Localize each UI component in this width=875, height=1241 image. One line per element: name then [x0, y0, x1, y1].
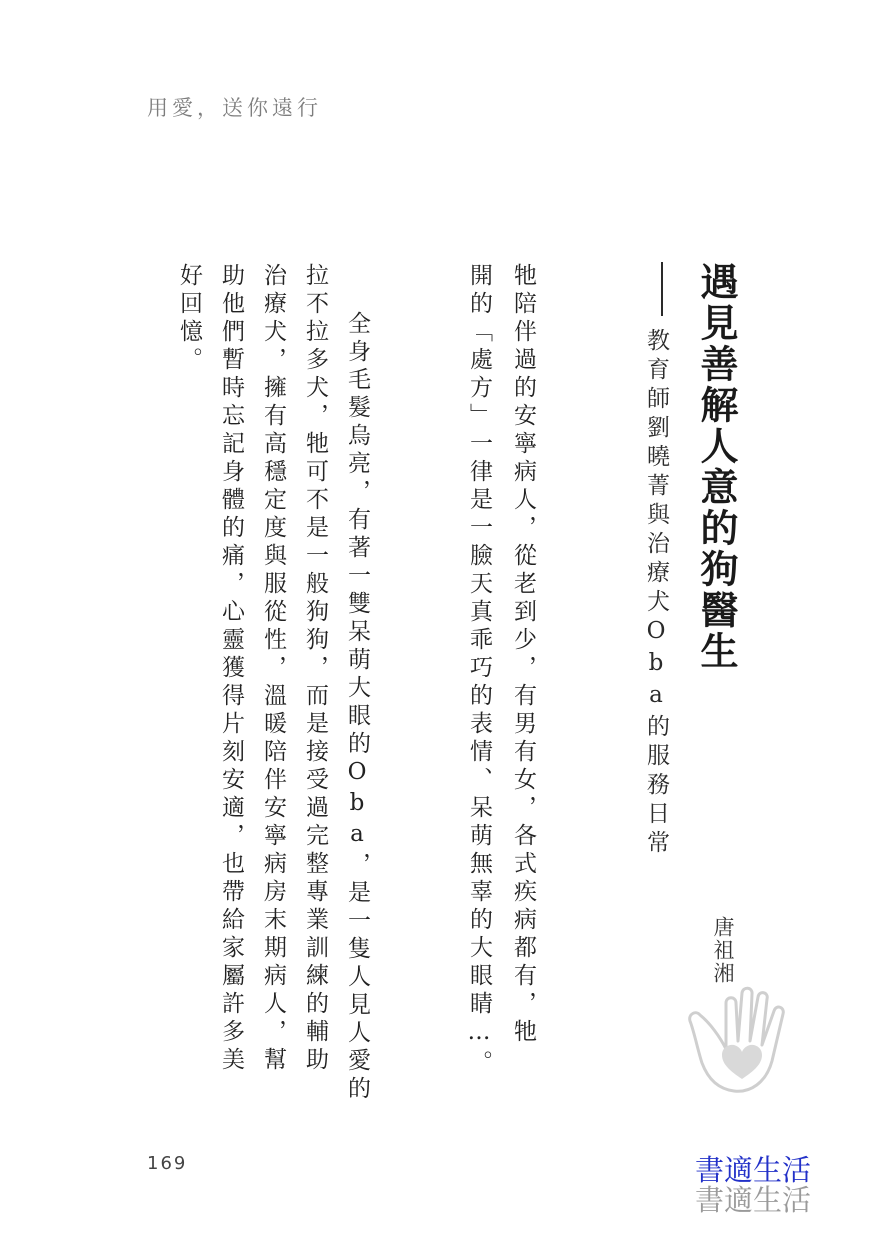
article-title: 遇見善解人意的狗醫生: [694, 262, 739, 672]
intro-paragraph: [466, 263, 545, 1078]
body-paragraph: [168, 263, 378, 1104]
subtitle-text: 教育師劉曉菁與治療犬Oba的服務日常: [643, 328, 669, 859]
body-line: 助他們暫時忘記身體的痛，心靈獲得片刻安適，也帶給家屬許多美: [218, 263, 244, 1075]
body-line: 全身毛髮烏亮，有著一雙呆萌大眼的Oba，是一隻人見人愛的: [344, 311, 370, 1104]
article-subtitle: [643, 262, 673, 859]
intro-line: 開的「處方」一律是一臉天真乖巧的表情、呆萌無辜的大眼睛…。: [466, 263, 492, 1078]
brand-logo-text: 書適生活: [695, 1153, 812, 1187]
page-number: 169: [147, 1153, 188, 1174]
subtitle-dash: [661, 262, 663, 316]
author-name: 唐祖湘: [711, 916, 735, 985]
body-line: 好回憶。: [176, 263, 202, 375]
hand-heart-icon: [686, 975, 798, 1100]
body-line: 治療犬，擁有高穩定度與服從性，溫暖陪伴安寧病房末期病人，幫: [260, 263, 286, 1075]
body-line: 拉不拉多犬，牠可不是一般狗狗，而是接受過完整專業訓練的輔助: [302, 263, 328, 1075]
brand-logo-text-shadow: 書適生活: [695, 1183, 812, 1217]
running-header: 用愛，送你遠行: [147, 96, 322, 120]
intro-line: 牠陪伴過的安寧病人，從老到少，有男有女，各式疾病都有，牠: [510, 263, 536, 1047]
